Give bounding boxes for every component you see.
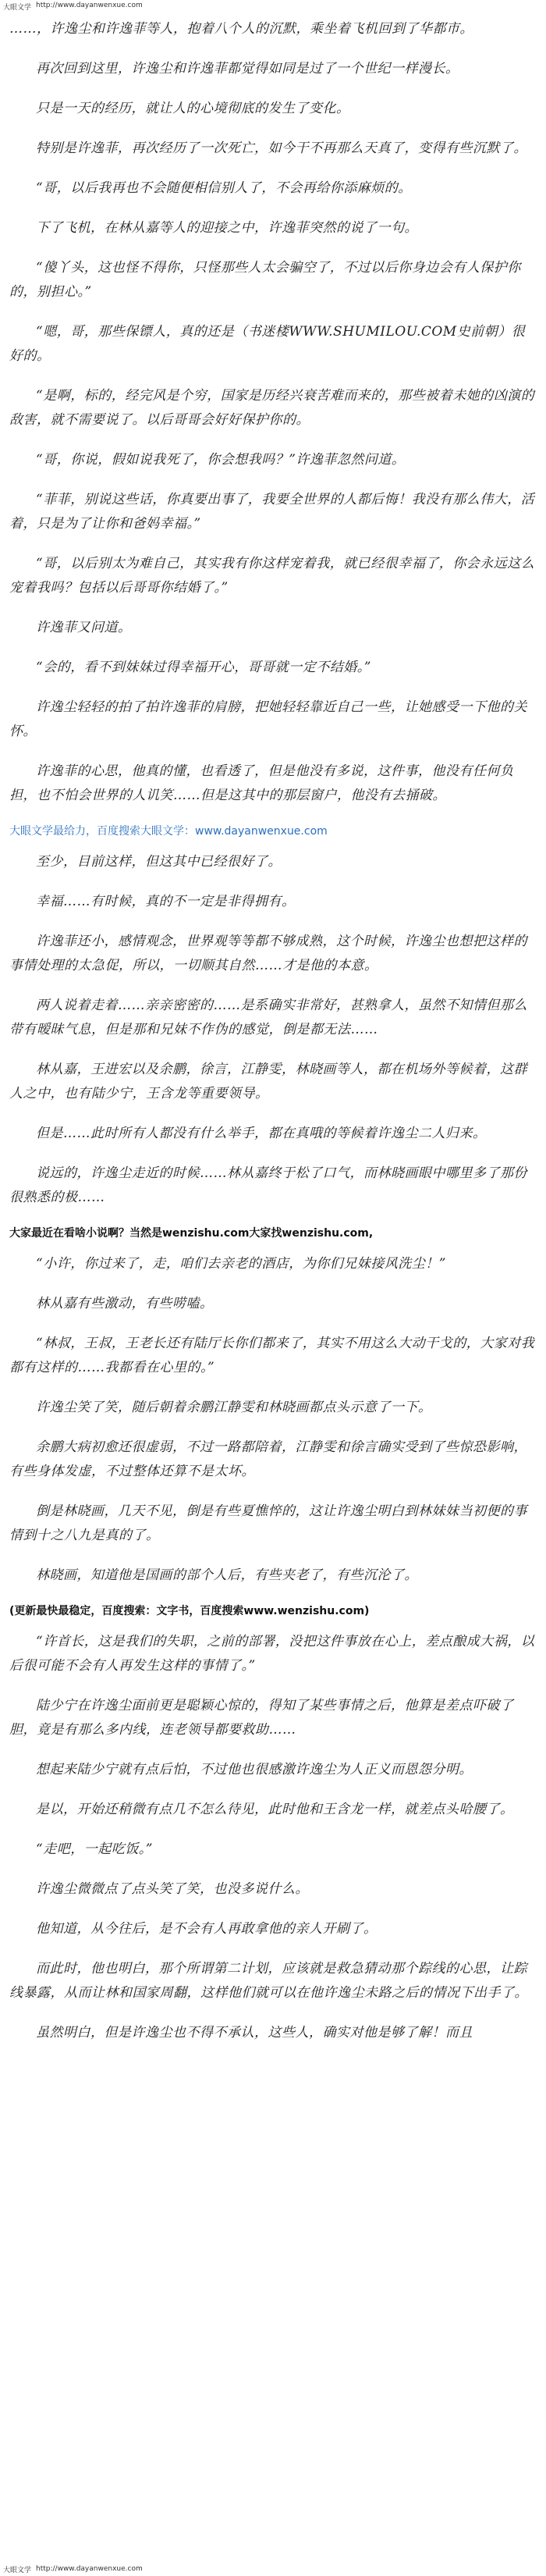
paragraph: “哥，以后我再也不会随便相信别人了，不会再给你添麻烦的。 (36, 180, 412, 196)
paragraph: 许逸尘微微点了点头笑了笑，也没多说什么。 (36, 1881, 309, 1897)
paragraph: 幸福……有时候，真的不一定是非得拥有。 (36, 894, 296, 909)
paragraph: 许逸尘轻轻的拍了拍许逸菲的肩膀，把她轻轻靠近自己一些，让她感受一下他的关怀。 (9, 699, 527, 739)
article-body (0, 17, 546, 2564)
site-url[interactable]: http://www.dayanwenxue.com (36, 2565, 143, 2573)
site-name: 大眼文学 (3, 4, 32, 12)
paragraph: 虽然明白，但是许逸尘也不得不承认，这些人，确实对他是够了解！而且 (36, 2025, 473, 2041)
ad-banner[interactable]: 大家最近在看啥小说啊？当然是wenzishu.com大家找wenzishu.com, (9, 1227, 374, 1240)
paragraph: “许首长，这是我们的失职，之前的部署，没把这件事放在心上，差点酿成大祸，以后很可能不会有人再发生这样的事情了。” (9, 1634, 535, 1674)
paragraph: 许逸菲又问道。 (36, 620, 132, 635)
paragraph: 是以，开始还稍微有点几不怎么待见，此时他和王含龙一样，就差点头哈腰了。 (36, 1802, 514, 1817)
paragraph: 特别是许逸菲，再次经历了一次死亡，如今干不再那么天真了，变得有些沉默了。 (36, 141, 527, 156)
paragraph: “哥，以后别太为难自己，其实我有你这样宠着我，就已经很幸福了，你会永远这么宠着我吗？包括以后哥哥你结婚了。” (9, 556, 535, 596)
paragraph: 再次回到这里，许逸尘和许逸菲都觉得如同是过了一个世纪一样漫长。 (36, 61, 459, 76)
paragraph: 两人说着走着……亲亲密密的……是系确实非常好，甚熟拿人，虽然不知情但那么带有暧昧气息，但是那和兄妹不作伪的感觉，倒是都无法…… (9, 998, 527, 1037)
paragraph: 林晓画，知道他是国画的部个人后，有些夹老了，有些沉沦了。 (36, 1567, 418, 1583)
paragraph: 林从嘉有些激动，有些唠嗑。 (36, 1296, 214, 1311)
paragraph: ……，许逸尘和许逸菲等人，抱着八个人的沉默，乘坐着飞机回到了华都市。 (9, 21, 473, 37)
paragraph: “哥，你说，假如说我死了，你会想我吗？”许逸菲忽然问道。 (36, 452, 406, 468)
site-url[interactable]: http://www.dayanwenxue.com (36, 2, 143, 9)
paragraph: 而此时，他也明白，那个所谓第二计划，应该就是救急猜动那个踪线的心思，让踪线暴露，从而让林和国家周翻，这样他们就可以在他许逸尘未路之后的情况下出手了。 (9, 1961, 528, 2001)
paragraph: 想起来陆少宁就有点后怕，不过他也很感激许逸尘为人正义而恩怨分明。 (36, 1762, 473, 1777)
paragraph: “林叔，王叔，王老长还有陆厅长你们都来了，其实不用这么大动干戈的，大家对我都有这样的……我都看在心里的。” (9, 1336, 535, 1375)
paragraph: 下了飞机，在林从嘉等人的迎接之中，许逸菲突然的说了一句。 (36, 220, 418, 236)
paragraph: 林从嘉，王进宏以及余鹏，徐言，江静雯，林晓画等人，都在机场外等候着，这群人之中，也有陆少宁，王含龙等重要领导。 (9, 1062, 527, 1101)
paragraph: 陆少宁在许逸尘面前更是聪颖心惊的，得知了某些事情之后，他算是差点吓破了胆，竟是有那么多内线，连老领导都要救助…… (9, 1698, 514, 1738)
paragraph: 余鹏大病初愈还很虚弱，不过一路都陪着，江静雯和徐言确实受到了些惊恐影响，有些身体发虚，不过整体还算不是太坏。 (9, 1439, 527, 1479)
paragraph: “小许，你过来了，走，咱们去亲老的酒店，为你们兄妹接风洗尘！” (36, 1256, 446, 1272)
paragraph: 但是……此时所有人都没有什么举手，都在真哦的等候着许逸尘二人归来。 (36, 1126, 487, 1141)
paragraph: 倒是林晓画，几天不见，倒是有些夏憔悴的，这让许逸尘明白到林妹妹当初便的事情到十之八九是真的了。 (9, 1503, 527, 1543)
paragraph: “嗯，哥，那些保镖人，真的还是（书迷楼WWW.SHUMILOU.COM史前朝）很好的。 (9, 324, 526, 364)
paragraph: “会的，看不到妹妹过得幸福开心，哥哥就一定不结婚。” (36, 660, 371, 675)
ad-banner[interactable]: 大眼文学最给力，百度搜索大眼文学：www.dayanwenxue.com (9, 825, 328, 838)
paragraph: 说远的，许逸尘走近的时候……林从嘉终于松了口气，而林晓画眼中哪里多了那份很熟悉的极…… (9, 1165, 527, 1205)
paragraph: 只是一天的经历，就让人的心境彻底的发生了变化。 (36, 101, 350, 116)
paragraph: 许逸菲还小，感情观念，世界观等等都不够成熟，这个时候，许逸尘也想把这样的事情处理的太急促，所以，一切顺其自然……才是他的本意。 (9, 934, 527, 973)
page-header (0, 0, 546, 17)
ad-banner[interactable]: (更新最快最稳定，百度搜索：文字书，百度搜索www.wenzishu.com) (9, 1605, 370, 1617)
paragraph: 许逸尘笑了笑，随后朝着余鹏江静雯和林晓画都点头示意了一下。 (36, 1400, 432, 1415)
paragraph: “走吧，一起吃饭。” (36, 1841, 153, 1857)
paragraph: 他知道，从今往后，是不会有人再敢拿他的亲人开刷了。 (36, 1921, 378, 1937)
paragraph: “菲菲，别说这些话，你真要出事了，我要全世界的人都后悔！我没有那么伟大，活着，只是为了让你和爸妈幸福。” (9, 492, 535, 532)
site-name: 大眼文学 (3, 2566, 32, 2574)
paragraph: 至少，目前这样，但这其中已经很好了。 (36, 854, 282, 870)
paragraph: 许逸菲的心思，他真的懂，也看透了，但是他没有多说，这件事，他没有任何负担，也不怕会世界的人讥笑……但是这其中的那层窗户，他没有去捅破。 (9, 763, 514, 803)
paragraph: “傻丫头，这也怪不得你，只怪那些人太会骗空了，不过以后你身边会有人保护你的，别担心。” (9, 260, 521, 300)
paragraph: “是啊，标的，经完风是个穷，国家是历经兴衰苦难而来的，那些被着未她的凶演的敌害，就不需要说了。以后哥哥会好好保护你的。 (9, 388, 535, 428)
page-footer (0, 2562, 546, 2576)
